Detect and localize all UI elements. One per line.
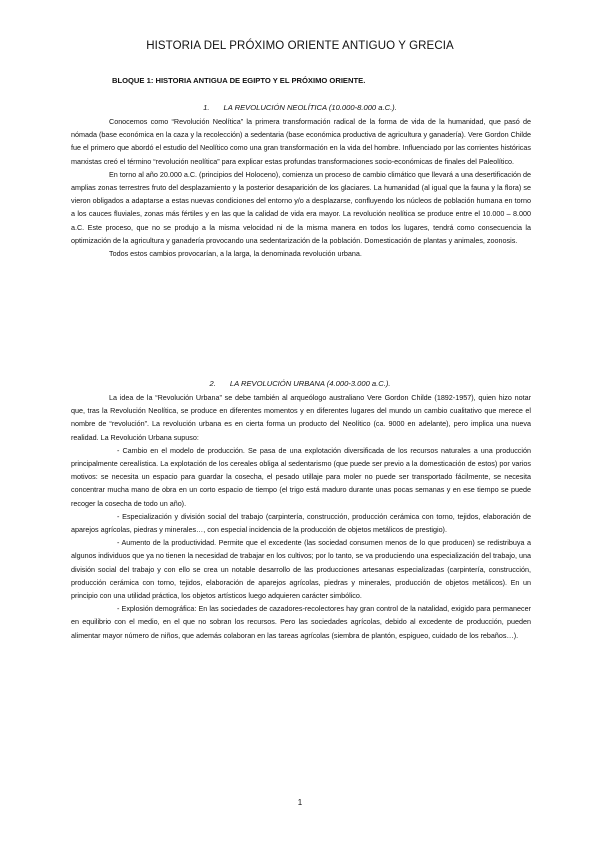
list-item: - Especialización y división social del trabajo (carpintería, construcción, producción cerámica con torno, tejidos, elaboración de aparejos agrícolas, piedras y minerales…, con especial incidencia de la producción de objetos metálicos de prestigio). [71,511,531,535]
document-title: HISTORIA DEL PRÓXIMO ORIENTE ANTIGUO Y GRECIA [146,40,454,52]
paragraph: Conocemos como “Revolución Neolítica” la primera transformación radical de la forma de vida de la humanidad, que pasó de nómada (base económica en la caza y la recolección) a sedentaria (base económica productiva de agricultura y ganadería). Vere Gordon Childe fue el primero que abordó el estudio del Neolítico como una gran transformación en la vida del hombre. Influenciado por las corrientes históricas marxistas creó el término “revolución neolítica” para explicar estas profundas transformaciones socio-económicas de finales del Paleolítico. [71,117,531,166]
list-item: - Explosión demográfica: En las sociedades de cazadores-recolectores hay gran control de la natalidad, exigido para permanecer en equilibrio con el medio, en el que no sobran los recursos. Pero las sociedades agrícolas, debido al excedente de producción, pueden alimentar mayor número de niños, que además colaboran en las tareas agrícolas (siembra de plantón, espigueo, cuidado de los rebaños…). [71,604,531,640]
paragraph: La idea de la “Revolución Urbana” se debe también al arqueólogo australiano Vere Gordon Childe (1892-1957), quien hizo notar que, tras la Revolución Neolítica, se produce en diferentes momentos y en diferentes lugares del mundo un cambio cualitativo que merece el nombre de “revolución”. La revolución urbana es en cierta forma un producto del Neolítico (ca. 9000 en adelante), pero implica una nueva realidad. La Revolución Urbana supuso: [71,393,531,442]
list-item: - Cambio en el modelo de producción. Se pasa de una explotación diversificada de los recursos naturales a una producción principalmente cerealística. La explotación de los cereales obliga al sedentarismo (que puede ser previo a la domesticación de estos) por varios motivos: se necesita un espacio para guardar la cosecha, el pesado utillaje para moler no puede ser transportado fácilmente, se necesita concentrar mucha mano de obra en un corto espacio de tiempo (el trigo está maduro durante unas pocas semanas y en ese tiempo se puede recoger la cosecha de todo un año). [71,445,531,508]
section-2-body [71,391,531,642]
section-1-title: LA REVOLUCIÓN NEOLÍTICA (10.000-8.000 a.C.). [223,103,397,112]
block-heading: BLOQUE 1: HISTORIA ANTIGUA DE EGIPTO Y EL PRÓXIMO ORIENTE. [112,76,366,85]
section-2-heading [0,379,600,388]
section-2-number: 2. [209,379,216,388]
paragraph: Todos estos cambios provocarían, a la larga, la denominada revolución urbana. [109,249,362,259]
section-2-title: LA REVOLUCIÓN URBANA (4.000-3.000 a.C.). [229,379,391,388]
section-1-body [71,115,531,260]
page-number: 1 [297,798,303,807]
section-1-number: 1. [203,103,210,112]
list-item: - Aumento de la productividad. Permite que el excedente (las sociedad consumen menos de lo que producen) se redistribuya a algunos individuos que ya no tienen la necesidad de trabajar en los cultivos; por lo tanto, se va produciendo una especialización del trabajo, una división social del trabajo y con ello se crea un notable desarrollo de las producciones artesanas especializadas (carpintería, construcción, producción cerámica con torno, tejidos, elaboración de aparejos agrícolas, piedras y minerales, producción de objetos metálicos). En un principio con una utilidad práctica, los objetos artísticos luego adquieren carácter simbólico. [71,538,531,601]
paragraph: En torno al año 20.000 a.C. (principios del Holoceno), comienza un proceso de cambio climático que llevará a una desertificación de amplias zonas terrestres fruto del desplazamiento y la posterior desaparición de los glaciares. La humanidad (al igual que la fauna y la flora) se vieron obligados a adaptarse a estas nuevas condiciones del entorno y/o a desplazarse, confluyendo los núcleos de población humana en torno a los cauces fluviales, zonas más fértiles y en las que la calidad de vida era mayor. La revolución neolítica se produce entre el 10.000 – 8.000 a.C. Este proceso, que no se produjo a la misma velocidad ni de la misma manera en todos los lugares, tendrá como consecuencia la optimización de la agricultura y ganadería provocando una sedentarización de la población. Domesticación de plantas y animales, zoonosis. [71,169,531,245]
section-1-heading [0,103,600,112]
